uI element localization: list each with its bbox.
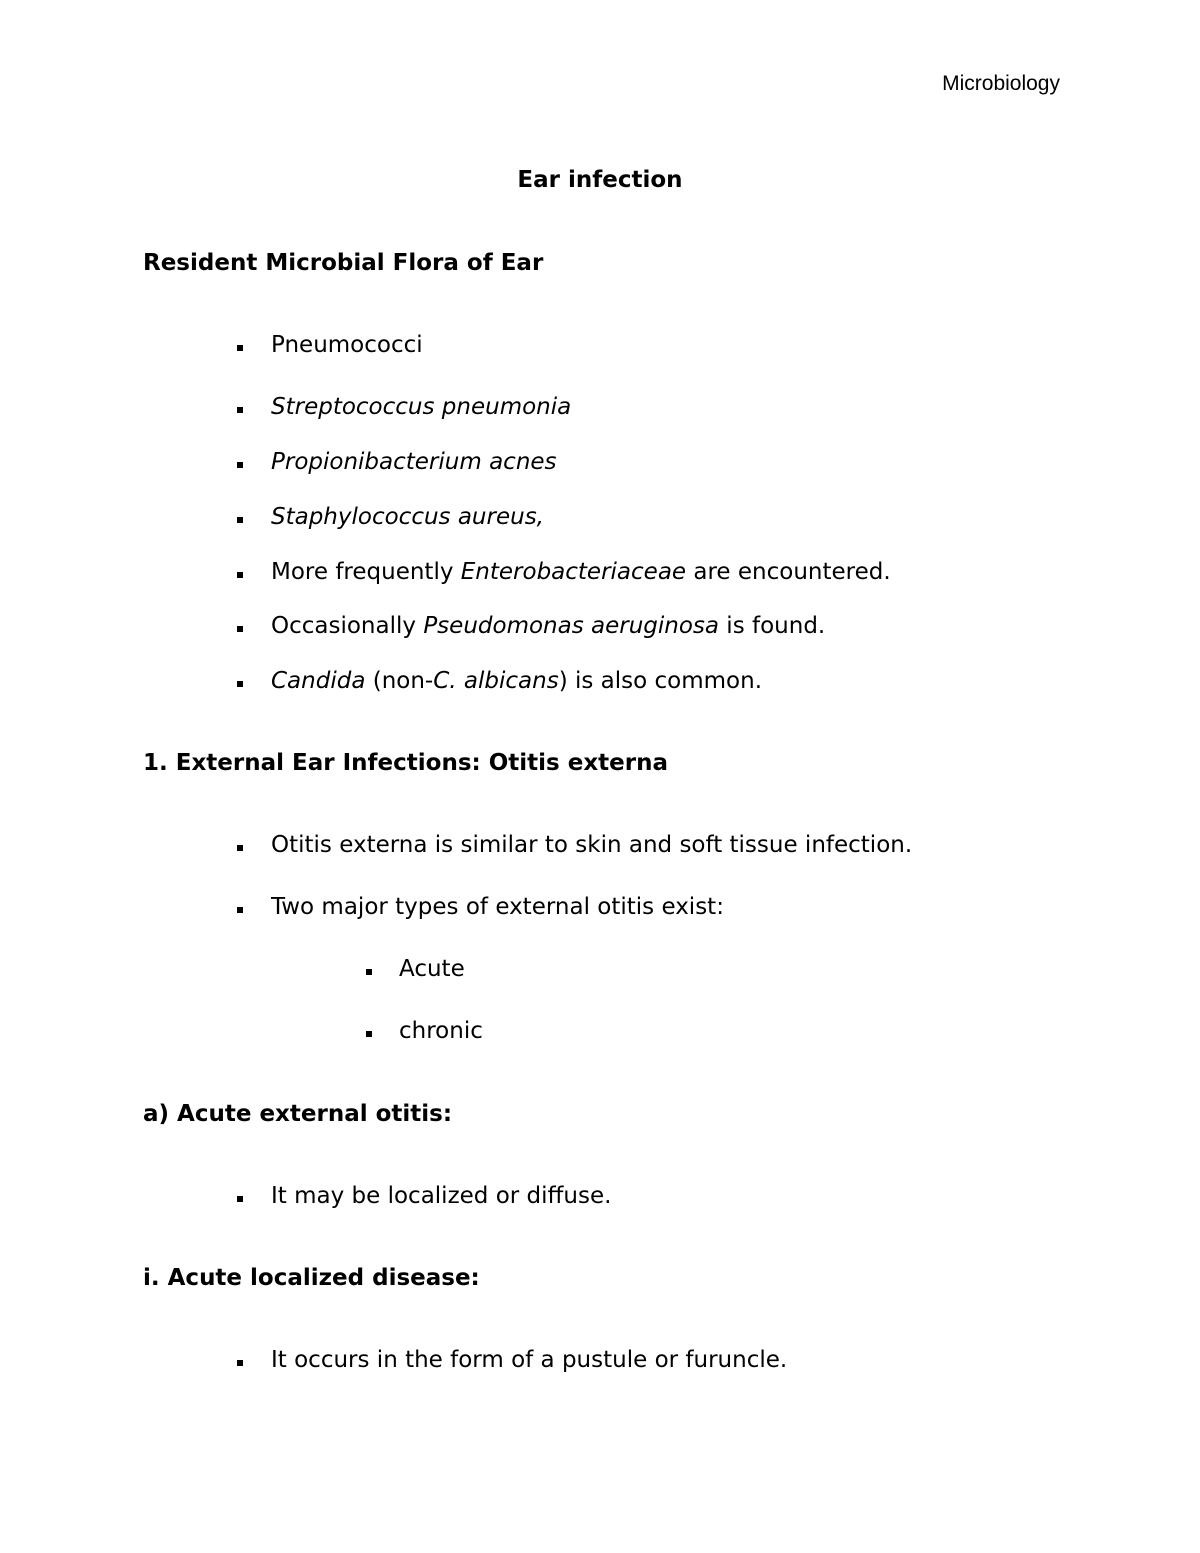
- organism-name: Pseudomonas aeruginosa: [423, 613, 719, 639]
- page-header: Microbiology: [942, 72, 1060, 95]
- item-text: is found.: [719, 613, 826, 639]
- document-title: Ear infection: [517, 167, 683, 193]
- section-heading-localized: i. Acute localized disease:: [143, 1265, 480, 1291]
- bullet-icon: [237, 1196, 243, 1202]
- bullet-icon: [237, 517, 243, 523]
- item-text: are encountered.: [686, 559, 891, 585]
- section-heading-flora: Resident Microbial Flora of Ear: [143, 250, 544, 276]
- bullet-icon: [237, 572, 243, 578]
- bullet-icon: [237, 681, 243, 687]
- list-item-types: Two major types of external otitis exist:: [271, 894, 724, 920]
- organism-name: Candida: [271, 668, 366, 694]
- item-text: (non-: [365, 668, 434, 694]
- item-text: Occasionally: [271, 613, 424, 639]
- section-heading-external: 1. External Ear Infections: Otitis externa: [143, 750, 668, 776]
- bullet-icon: [366, 969, 372, 975]
- organism-name: Enterobacteriaceae: [460, 559, 687, 585]
- list-item-pseudomonas: [271, 613, 825, 639]
- list-item-staphylococcus: Staphylococcus aureus,: [271, 504, 544, 530]
- list-item-pneumococci: Pneumococci: [271, 332, 423, 358]
- bullet-icon: [237, 626, 243, 632]
- bullet-icon: [237, 462, 243, 468]
- sub-item-chronic: chronic: [399, 1018, 483, 1044]
- section-heading-acute: a) Acute external otitis:: [143, 1101, 453, 1127]
- bullet-icon: [366, 1031, 372, 1037]
- sub-item-acute: Acute: [399, 956, 465, 982]
- list-item-enterobacteriaceae: [271, 559, 891, 585]
- bullet-icon: [237, 845, 243, 851]
- list-item-streptococcus: Streptococcus pneumonia: [271, 394, 572, 420]
- item-text: More frequently: [271, 559, 461, 585]
- list-item-similar: Otitis externa is similar to skin and soft tissue infection.: [271, 832, 913, 858]
- list-item-propionibacterium: Propionibacterium acnes: [271, 449, 557, 475]
- list-item-pustule: It occurs in the form of a pustule or furuncle.: [271, 1347, 788, 1373]
- bullet-icon: [237, 1360, 243, 1366]
- organism-name: C. albicans: [433, 668, 559, 694]
- item-text: ) is also common.: [558, 668, 763, 694]
- list-item-candida: [271, 668, 762, 694]
- list-item-localized-diffuse: It may be localized or diffuse.: [271, 1183, 612, 1209]
- bullet-icon: [237, 407, 243, 413]
- bullet-icon: [237, 907, 243, 913]
- bullet-icon: [237, 345, 243, 351]
